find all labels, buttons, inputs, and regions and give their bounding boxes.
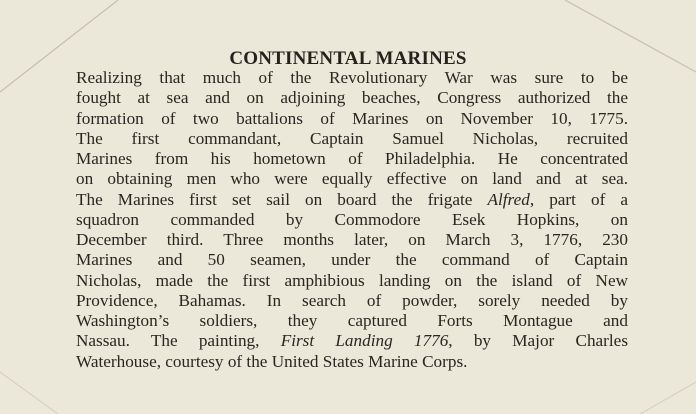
body-text: formation of two battalions of Marines on November 10, 1775. [76,108,628,128]
italic-title-text: First Landing 1776 [280,331,449,351]
document-title: CONTINENTAL MARINES [229,48,467,69]
body-text: Realizing that much of the Revolutionary War was sure to be [76,68,628,87]
body-text: The Marines first set sail on board the frigate [76,189,488,209]
body-text: Providence, Bahamas. In search of powder, sorely needed by [76,290,628,310]
body-text: on obtaining men who were equally effective on land and at sea. [76,169,628,189]
body-text: Nicholas, made the first amphibious landing on the island of New [76,270,628,290]
italic-title-text: Alfred [487,189,530,209]
body-line [76,331,628,351]
body-text: Washington’s soldiers, they captured Forts Montague and [76,311,628,330]
body-text: , part of a [529,189,629,209]
body-line [76,149,628,169]
body-line [76,190,628,210]
body-line [76,109,628,129]
body-line [76,352,628,372]
body-line [76,230,628,250]
body-text: Marines from his hometown of Philadelphia. He concentrated [76,149,628,168]
body-line [76,88,628,108]
body-line [76,291,628,311]
body-line [76,129,628,149]
body-text: squadron commanded by Commodore Esek Hopkins, on [76,209,628,229]
body-line [76,271,628,291]
body-text: December third. Three months later, on March 3, 1776, 230 [76,230,628,249]
body-line [76,169,628,189]
body-line [76,311,628,331]
body-text: Waterhouse, courtesy of the United States Marine Corps. [76,351,468,371]
body-text: fought at sea and on adjoining beaches, Congress authorized the [76,88,628,108]
body-line [76,210,628,230]
body-text: Marines and 50 seamen, under the command of Captain [76,250,628,270]
body-text: , by Major Charles [448,331,629,351]
body-line [76,68,628,88]
body-text: The first commandant, Captain Samuel Nicholas, recruited [76,128,628,148]
body-line [76,250,628,270]
body-text: Nassau. The painting, [76,331,281,351]
